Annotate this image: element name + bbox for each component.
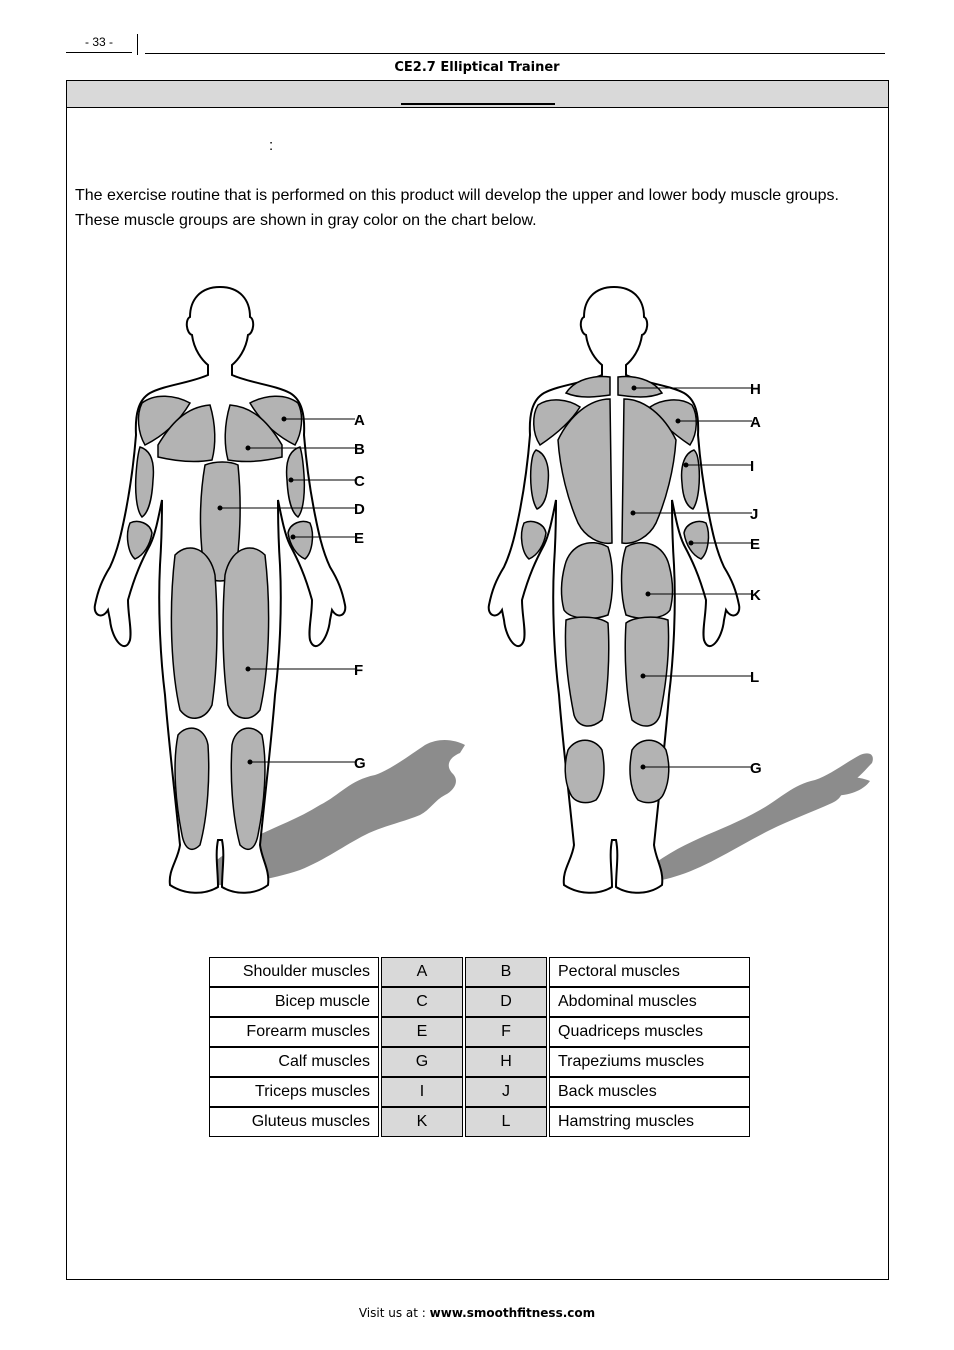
table-cell-code: I (381, 1077, 463, 1107)
table-cell: Trapeziums muscles (549, 1047, 750, 1077)
intro-line-2: These muscle groups are shown in gray color on the chart below. (75, 212, 537, 229)
table-cell: Hamstring muscles (549, 1107, 750, 1137)
front-label-A: A (354, 412, 365, 429)
table-row (209, 1047, 750, 1077)
back-label-K: K (750, 587, 761, 604)
table-cell: Gluteus muscles (209, 1107, 379, 1137)
front-left-quadriceps (171, 548, 217, 718)
back-label-I: I (750, 458, 755, 475)
page-footer (0, 1306, 954, 1320)
table-cell-code: B (465, 957, 547, 987)
table-row (209, 1107, 750, 1137)
back-left-forearm (522, 521, 546, 559)
front-label-B: B (354, 441, 365, 458)
back-left-gluteus (561, 543, 612, 619)
intro-line-1: The exercise routine that is performed on this product will develop the upper and lower body muscle groups. (75, 187, 839, 204)
front-right-forearm (288, 521, 312, 559)
back-left-calf (565, 740, 604, 802)
table-cell-code: F (465, 1017, 547, 1047)
front-label-F: F (354, 662, 364, 679)
muscle-chart-figure (80, 275, 880, 915)
table-cell: Abdominal muscles (549, 987, 750, 1017)
section-colon: : (269, 137, 274, 154)
front-label-G: G (354, 755, 366, 772)
table-cell-code: G (381, 1047, 463, 1077)
table-cell: Back muscles (549, 1077, 750, 1107)
front-label-C: C (354, 473, 365, 490)
back-trapezius-right (618, 377, 662, 397)
footer-prefix: Visit us at : (358, 1306, 430, 1320)
back-trapezius-left (566, 377, 610, 397)
table-cell-code: A (381, 957, 463, 987)
front-body (95, 287, 346, 893)
back-label-set (750, 381, 762, 777)
back-label-H: H (750, 381, 761, 398)
table-cell: Triceps muscles (209, 1077, 379, 1107)
back-label-J: J (750, 506, 759, 523)
intro-paragraph (75, 183, 895, 233)
section-heading-underline (401, 103, 555, 105)
table-row (209, 987, 750, 1017)
table-cell: Pectoral muscles (549, 957, 750, 987)
table-cell-code: C (381, 987, 463, 1017)
document-title: CE2.7 Elliptical Trainer (394, 60, 560, 75)
muscle-legend-table (209, 957, 750, 1137)
back-right-gluteus (622, 543, 673, 619)
front-right-quadriceps (223, 548, 269, 718)
header-rule (145, 53, 885, 54)
table-cell-code: H (465, 1047, 547, 1077)
back-label-L: L (750, 669, 760, 686)
table-cell: Quadriceps muscles (549, 1017, 750, 1047)
table-cell-code: E (381, 1017, 463, 1047)
table-cell: Forearm muscles (209, 1017, 379, 1047)
table-row (209, 1077, 750, 1107)
page-number: - 33 - (66, 35, 132, 53)
back-label-G: G (750, 760, 762, 777)
table-row (209, 1017, 750, 1047)
table-cell-code: D (465, 987, 547, 1017)
back-label-E: E (750, 536, 761, 553)
back-label-A: A (750, 414, 761, 431)
section-heading-band (67, 81, 888, 108)
table-cell-code: J (465, 1077, 547, 1107)
table-cell: Bicep muscle (209, 987, 379, 1017)
front-left-forearm (128, 521, 152, 559)
table-row (209, 957, 750, 987)
front-label-E: E (354, 530, 365, 547)
back-body (489, 287, 740, 893)
front-label-D: D (354, 501, 365, 518)
page-number-divider (137, 34, 138, 55)
footer-link[interactable]: www.smoothfitness.com (429, 1306, 596, 1320)
front-label-set (354, 412, 366, 772)
table-cell-code: L (465, 1107, 547, 1137)
table-cell-code: K (381, 1107, 463, 1137)
table-cell: Calf muscles (209, 1047, 379, 1077)
table-cell: Shoulder muscles (209, 957, 379, 987)
back-right-calf (630, 740, 669, 802)
